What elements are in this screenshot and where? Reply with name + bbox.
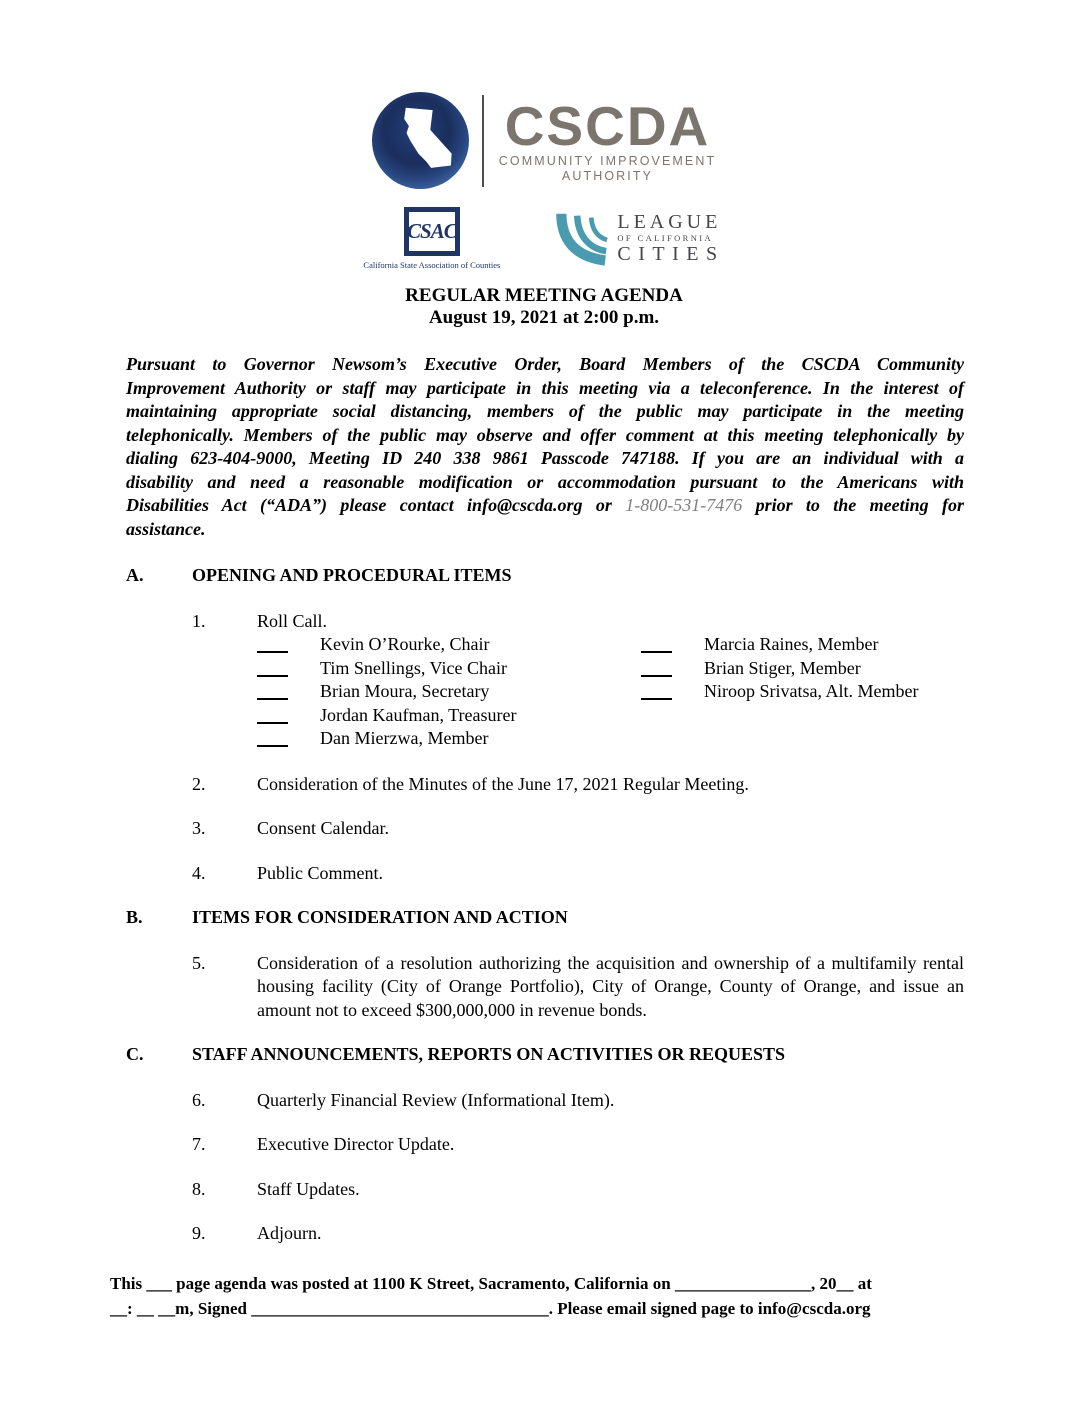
item-number: 9. [192, 1223, 206, 1243]
section-title: STAFF ANNOUNCEMENTS, REPORTS ON ACTIVITIES OR REQUESTS [192, 1044, 785, 1064]
league-text [617, 212, 724, 265]
partner-logos [0, 207, 1088, 270]
section-heading-c [126, 1043, 964, 1067]
section-title: ITEMS FOR CONSIDERATION AND ACTION [192, 907, 568, 927]
item-number: 2. [192, 773, 206, 794]
title-block [0, 285, 1088, 329]
agenda-item-6 [192, 1089, 964, 1113]
item-text: Adjourn. [257, 1223, 322, 1243]
rollcall-member: Kevin O’Rourke, Chair [320, 634, 490, 654]
logo-text [498, 94, 717, 184]
teleconference-notice [126, 353, 964, 541]
roll-call-row [257, 727, 641, 751]
roll-call-list [257, 633, 964, 751]
rollcall-blank-line [257, 690, 288, 700]
roll-call-left-column [257, 633, 641, 751]
league-of-california-cities-logo [552, 211, 724, 267]
notice-text-after-phone: prior to the meeting for assistance. [126, 495, 964, 539]
section-title: OPENING AND PROCEDURAL ITEMS [192, 565, 512, 585]
rollcall-blank-line [257, 643, 288, 653]
section-letter: A. [126, 565, 144, 585]
item-text: Consideration of a resolution authorizing the acquisition and ownership of a multifamily rental housing facility (City of Orange Portfolio), City of Orange, County of Orange, and issue an amount not to exceed $300,000,000 in revenue bonds. [257, 952, 964, 1020]
rollcall-member: Brian Moura, Secretary [320, 681, 490, 701]
document-title: REGULAR MEETING AGENDA [405, 285, 683, 306]
item-number: 1. [192, 610, 206, 631]
rollcall-member: Brian Stiger, Member [704, 657, 861, 678]
roll-call-row [641, 680, 918, 704]
item-text: Public Comment. [257, 862, 383, 883]
item-number: 4. [192, 862, 206, 883]
agenda-item-9 [192, 1222, 964, 1246]
footer-line-1: This ___ page agenda was posted at 1100 K Street, Sacramento, California on ________________, 20__ at [110, 1273, 872, 1293]
agenda-item-4 [192, 862, 964, 886]
league-line-2: OF CALIFORNIA [617, 233, 714, 243]
roll-call-row [257, 680, 641, 704]
rollcall-blank-line [257, 714, 288, 724]
csac-caption: California State Association of Counties [363, 260, 501, 270]
meeting-datetime: August 19, 2021 at 2:00 p.m. [428, 307, 660, 328]
csac-box-icon [404, 207, 460, 256]
rollcall-member: Marcia Raines, Member [704, 634, 879, 654]
notice-text-before-phone: Pursuant to Governor Newsom’s Executive Order, Board Members of the CSCDA Community Improvement Authority or staff may participate in this meeting via a teleconference. In the interest of maintaining appropriate social distancing, members of the public may participate in the meeting telephonically. Members of the public may observe and offer comment at this meeting telephonically by dialing 623-404-9000, Meeting ID 240 338 9861 Passcode 747188. If you are an individual with a disability and need a reasonable modification or accommodation pursuant to the Americans with Disabilities Act (“ADA”) please contact info@cscda.org or [126, 354, 964, 515]
section-letter: C. [126, 1044, 144, 1064]
cscda-logo [0, 0, 1088, 189]
item-text: Roll Call. [257, 610, 328, 631]
roll-call-row [257, 704, 641, 728]
league-swoosh-icon [552, 211, 608, 267]
item-text: Quarterly Financial Review (Informational Item). [257, 1089, 615, 1110]
league-line-3: CITIES [617, 243, 725, 265]
agenda-item-1 [192, 610, 964, 634]
item-text: Executive Director Update. [257, 1134, 455, 1154]
csac-acronym: CSAC [407, 219, 457, 243]
posting-certification [110, 1271, 970, 1321]
agenda-item-7 [192, 1133, 964, 1157]
roll-call-row [257, 657, 641, 681]
agenda-item-3 [192, 817, 964, 841]
phone-link[interactable]: 1-800-531-7476 [625, 495, 743, 515]
rollcall-member: Jordan Kaufman, Treasurer [320, 704, 517, 725]
rollcall-blank-line [257, 737, 288, 747]
brand-tagline-2: AUTHORITY [561, 168, 654, 183]
item-number: 3. [192, 818, 206, 838]
item-number: 5. [192, 952, 206, 973]
rollcall-blank-line [641, 690, 672, 700]
item-text: Consideration of the Minutes of the June 17, 2021 Regular Meeting. [257, 773, 749, 794]
rollcall-blank-line [257, 667, 288, 677]
brand-tagline-1: COMMUNITY IMPROVEMENT [498, 153, 717, 168]
item-text: Consent Calendar. [257, 818, 389, 838]
rollcall-member: Tim Snellings, Vice Chair [320, 657, 507, 678]
section-heading-b [126, 906, 964, 930]
agenda-item-5 [192, 952, 964, 1023]
csac-logo [363, 207, 500, 270]
league-line-1: LEAGUE [617, 211, 722, 233]
agenda-item-8 [192, 1178, 964, 1202]
rollcall-member: Dan Mierzwa, Member [320, 728, 489, 748]
brand-name: CSCDA [504, 94, 711, 157]
roll-call-row [641, 657, 918, 681]
rollcall-member: Niroop Srivatsa, Alt. Member [704, 681, 919, 701]
agenda-body [126, 564, 964, 1246]
roll-call-right-column [641, 633, 918, 751]
rollcall-blank-line [641, 667, 672, 677]
rollcall-blank-line [641, 643, 672, 653]
item-number: 6. [192, 1089, 206, 1110]
item-number: 8. [192, 1178, 206, 1199]
california-silhouette [382, 103, 458, 179]
section-letter: B. [126, 907, 143, 927]
section-heading-a [126, 564, 964, 588]
item-number: 7. [192, 1134, 206, 1154]
roll-call-row [257, 633, 641, 657]
roll-call-row [641, 633, 918, 657]
item-text: Staff Updates. [257, 1178, 360, 1199]
footer-line-2: __: __ __m, Signed ___________________________________. Please email signed page to info@cscda.org [110, 1298, 871, 1318]
logo-divider [482, 95, 484, 187]
agenda-item-2 [192, 773, 964, 797]
california-map-icon [372, 92, 469, 189]
